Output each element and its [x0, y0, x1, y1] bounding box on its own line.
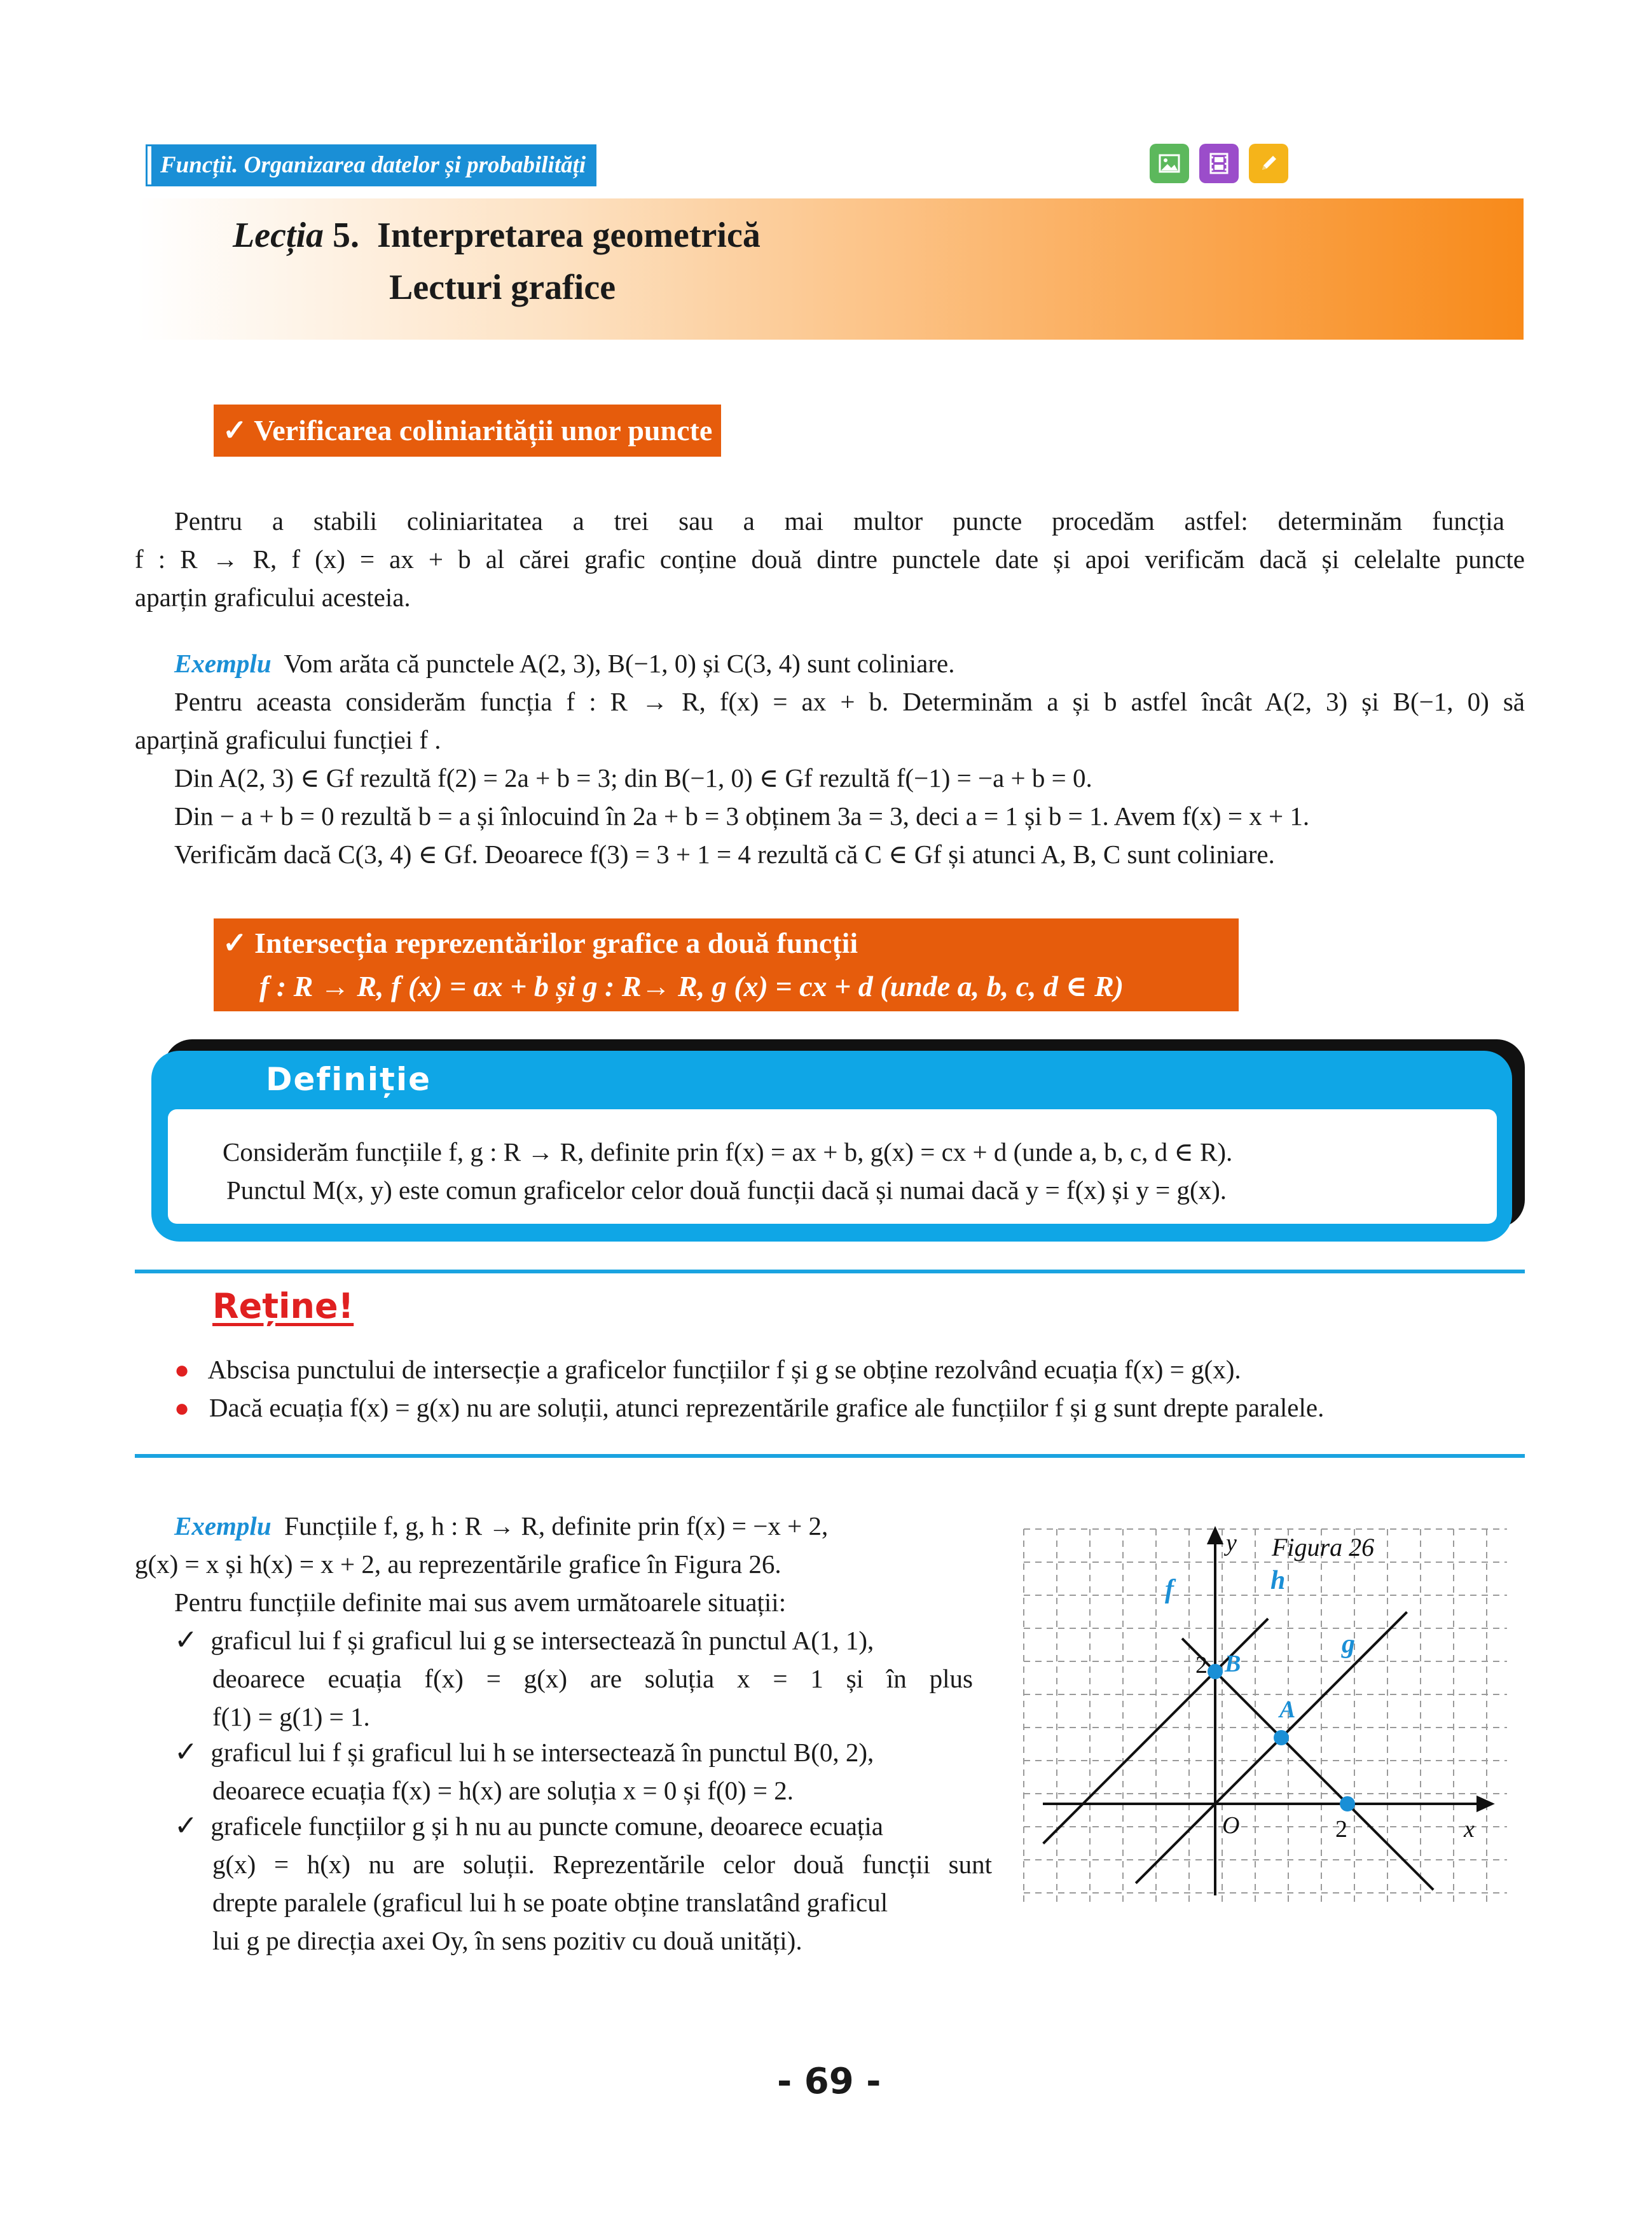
case-3-line-1: ✓ graficele funcțiilor g și h nu au puncte comune, deoarece ecuația — [174, 1810, 883, 1841]
case-1-line-1: ✓ graficul lui f și graficul lui g se intersectează în punctul A(1, 1), — [174, 1624, 874, 1656]
film-icon[interactable] — [1199, 144, 1239, 183]
divider-top — [135, 1270, 1525, 1273]
pencil-icon[interactable] — [1249, 144, 1288, 183]
figure-26 — [1011, 1520, 1520, 1909]
case-3-line-2: g(x) = h(x) nu are soluții. Reprezentările celor două funcții sunt — [212, 1850, 992, 1879]
intro-line-2: f : R → R, f (x) = ax + b al cărei grafic conține două dintre punctele date și apoi verificăm dacă și celelalte puncte — [135, 544, 1525, 574]
example-1-line-6: Verificăm dacă C(3, 4) ∈ Gf. Deoarece f(3) = 3 + 1 = 4 rezultă că C ∈ Gf și atunci A, B, C sunt coliniare. — [174, 840, 1275, 869]
case-2-line-2: deoarece ecuația f(x) = h(x) are soluția x = 0 și f(0) = 2. — [212, 1776, 794, 1805]
section-heading-collinearity: ✓ Verificarea coliniarității unor puncte — [214, 405, 721, 457]
label-h: h — [1270, 1566, 1286, 1595]
y-axis-label: y — [1226, 1530, 1237, 1556]
divider-bottom — [135, 1454, 1525, 1458]
x-axis-arrow-icon — [1478, 1797, 1492, 1810]
definition-title: Definiție — [266, 1061, 431, 1098]
y-axis-arrow-icon — [1209, 1529, 1222, 1543]
point-A — [1274, 1730, 1289, 1745]
definition-line-2: Punctul M(x, y) este comun graficelor celor două funcții dacă și numai dacă y = f(x) și y = g(x). — [226, 1175, 1227, 1205]
label-B: B — [1225, 1651, 1241, 1677]
example-1-line-1: Exemplu Vom arăta că punctele A(2, 3), B(−1, 0) și C(3, 4) sunt coliniare. — [174, 649, 955, 678]
example-1-line-5: Din − a + b = 0 rezultă b = a și înlocuind în 2a + b = 3 obținem 3a = 3, deci a = 1 și b = 1. Avem f(x) = x + 1. — [174, 801, 1310, 831]
example-label: Exemplu — [174, 1511, 272, 1541]
axes — [1043, 1529, 1492, 1895]
retine-title: Reține! — [212, 1286, 354, 1326]
example-1-line-4: Din A(2, 3) ∈ Gf rezultă f(2) = 2a + b = 3; din B(−1, 0) ∈ Gf rezultă f(−1) = −a + b = 0. — [174, 763, 1092, 793]
bullet-icon: ● — [174, 1355, 190, 1384]
case-1-line-3: f(1) = g(1) = 1. — [212, 1702, 370, 1731]
chapter-tag: Funcții. Organizarea datelor și probabilități — [148, 146, 595, 184]
label-f: f — [1165, 1575, 1174, 1604]
case-1-line-2: deoarece ecuația f(x) = g(x) are soluția x = 1 și în plus — [212, 1664, 973, 1693]
lesson-subtitle: Lecturi grafice — [389, 268, 616, 307]
label-g: g — [1342, 1630, 1355, 1659]
case-3-line-4: lui g pe direcția axei Oy, în sens pozitiv cu două unități). — [212, 1926, 802, 1955]
check-icon: ✓ — [174, 1624, 198, 1656]
lesson-title: Lecția 5. Interpretarea geometrică — [233, 216, 761, 255]
example-1-line-2: Pentru aceasta considerăm funcția f : R → R, f(x) = ax + b. Determinăm a și b astfel încât A(2, 3) și B(−1, 0) să — [174, 687, 1525, 716]
origin-label: O — [1222, 1812, 1240, 1839]
y-tick-2: 2 — [1195, 1652, 1208, 1679]
example-label: Exemplu — [174, 649, 272, 678]
intro-line-3: aparțin graficului acesteia. — [135, 583, 411, 612]
point-B — [1208, 1664, 1223, 1679]
retine-bullet-2: ● Dacă ecuația f(x) = g(x) nu are soluții, atunci reprezentările grafice ale funcțiilor f și g sunt drepte paralele. — [174, 1393, 1325, 1422]
example-2-line-1: Exemplu Funcțiile f, g, h : R → R, definite prin f(x) = −x + 2, — [174, 1511, 829, 1541]
graph-line-g — [1136, 1612, 1407, 1883]
x-tick-2: 2 — [1335, 1816, 1347, 1843]
example-1-line-3: aparțină graficului funcției f . — [135, 725, 441, 754]
label-A: A — [1279, 1696, 1296, 1723]
retine-bullet-1: ● Abscisa punctului de intersecție a graficelor funcțiilor f și g se obține rezolvând ecuația f(x) = g(x). — [174, 1355, 1241, 1384]
image-icon[interactable] — [1150, 144, 1189, 183]
page-number: - 69 - — [777, 2061, 881, 2102]
section-heading-intersection: ✓ Intersecția reprezentărilor grafice a două funcții f : R → R, f (x) = ax + b și g : R→ R, g (x) = cx + d (unde a, b, c, d ∈ R) — [214, 918, 1239, 1011]
check-icon: ✓ — [174, 1736, 198, 1768]
case-3-line-3: drepte paralele (graficul lui h se poate obține translatând graficul — [212, 1888, 888, 1917]
figure-caption: Figura 26 — [1272, 1533, 1375, 1562]
check-icon: ✓ — [174, 1810, 198, 1841]
intro-line-1: Pentru a stabili coliniaritatea a trei sau a mai multor puncte procedăm astfel: determinăm funcția — [174, 506, 1504, 536]
x-axis-label: x — [1464, 1816, 1475, 1843]
example-2-line-3: Pentru funcțiile definite mai sus avem următoarele situații: — [174, 1588, 787, 1617]
definition-line-1: Considerăm funcțiile f, g : R → R, definite prin f(x) = ax + b, g(x) = cx + d (unde a, b, c, d ∈ R). — [223, 1137, 1233, 1167]
example-2-line-2: g(x) = x și h(x) = x + 2, au reprezentările grafice în Figura 26. — [135, 1549, 781, 1579]
case-2-line-1: ✓ graficul lui f și graficul lui h se intersectează în punctul B(0, 2), — [174, 1736, 874, 1768]
grid — [1024, 1529, 1507, 1902]
bullet-icon: ● — [174, 1394, 190, 1422]
point-xint — [1340, 1796, 1355, 1811]
